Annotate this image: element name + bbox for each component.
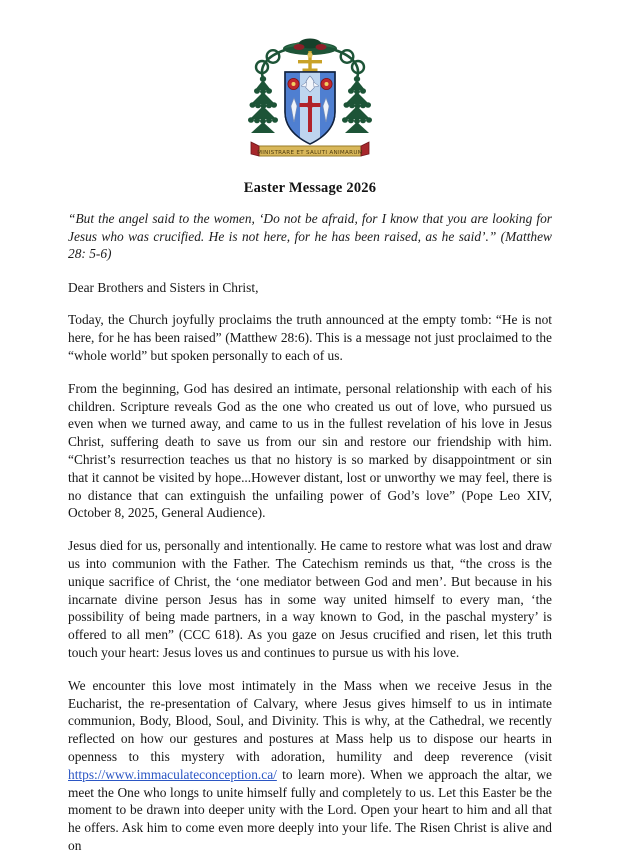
- document-content: [68, 0, 552, 855]
- body-paragraph-1: Today, the Church joyfully proclaims the truth announced at the empty tomb: “He is not here, for he has been raised” (Matthew 28:6). This is a message not just proclaimed to the “whole world” but spoken personally to each of us.: [68, 312, 552, 363]
- scripture-epigraph: “But the angel said to the women, ‘Do not be afraid, for I know that you are looking for Jesus who was crucified. He is not here, for he has been raised, as he said’.” (Matthew 28: 5-6): [68, 211, 552, 262]
- salutation: Dear Brothers and Sisters in Christ,: [68, 279, 259, 295]
- page-title: Easter Message 2026: [243, 180, 377, 196]
- bishop-coat-of-arms-icon: [237, 34, 383, 166]
- coat-of-arms-container: [68, 0, 552, 166]
- paragraph-text-after-link: to learn more). When we approach the altar, we meet the One who longs to unite himself fully and completely to us. Let this Easter be the moment to be drawn into deeper unity with the Lord. Open your heart to him and all that he offers. Ask him to come even more deeply into your life. The Risen Christ is alive and on: [68, 766, 552, 853]
- body-paragraph-2: From the beginning, God has desired an intimate, personal relationship with each of his children. Scripture reveals God as the one who created us out of love, who pursued us even when we turned away, and came to us in the fullest revelation of his love in Jesus Christ, suffering death to save us from our sin and restore our friendship with him. “Christ’s resurrection teaches us that no history is so marked by disappointment or sin that it cannot be visited by hope...However distant, lost or unworthy we may feel, there is no distance that can extinguish the unfailing power of God’s love” (Pope Leo XIV, October 8, 2025, General Audience).: [68, 380, 552, 521]
- body-paragraph-3: Jesus died for us, personally and intentionally. He came to restore what was lost and draw us into communion with the Father. The Catechism reminds us that, “the cross is the unique sacrifice of Christ, the ‘one mediator between God and men’. But because in his incarnate divine person Jesus has in some way united himself to every man, ‘the possibility of being made partners, in a way known to God, in the paschal mystery’ is offered to all men” (CCC 618). As you gaze on Jesus crucified and risen, let this truth touch your heart: Jesus loves us and continues to pursue us with his love.: [68, 538, 552, 660]
- paragraph-text-before-link: We encounter this love most intimately in the Mass when we receive Jesus in the Eucharist, the re-presentation of Calvary, where Jesus gives himself to us in intimate communion, Body, Blood, Soul, and Divinity. This is why, at the Cathedral, we recently reflected on how our gestures and postures at Mass help us to dispose our hearts in openness to this mystery with adoration, humility and deep reverence (visit: [68, 677, 552, 764]
- body-paragraph-4: [68, 677, 552, 855]
- svg-text:MINISTRARE ET SALUTI ANIMARUM: MINISTRARE ET SALUTI ANIMARUM: [257, 150, 363, 156]
- immaculate-conception-link[interactable]: https://www.immaculateconception.ca/: [68, 766, 277, 782]
